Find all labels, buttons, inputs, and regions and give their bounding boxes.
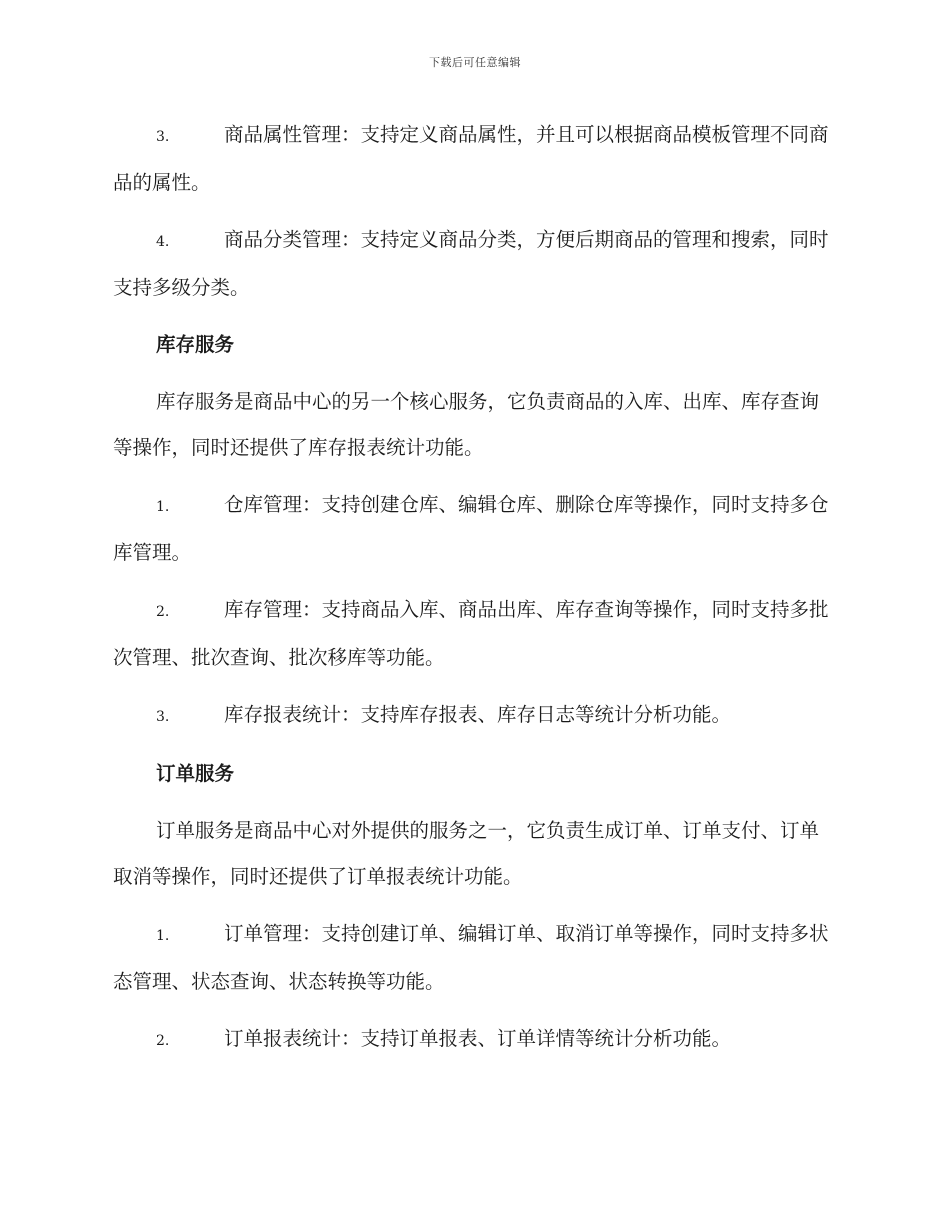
- section-heading-inventory: 库存服务: [156, 333, 235, 356]
- list-item-text: 库存管理：支持商品入库、商品出库、库存查询等操作，同时支持多批次管理、批次查询、批次移库等功能。: [113, 598, 829, 669]
- list-item-number: 3.: [156, 129, 170, 145]
- list-item-text: 订单报表统计：支持订单报表、订单详情等统计分析功能。: [224, 1027, 732, 1050]
- section-intro-inventory: 库存服务是商品中心的另一个核心服务，它负责商品的入库、出库、库存查询等操作，同时还提供了库存报表统计功能。: [113, 390, 820, 459]
- list-item-text: 商品属性管理：支持定义商品属性，并且可以根据商品模板管理不同商品的属性。: [113, 123, 829, 194]
- list-item-number: 4.: [156, 234, 170, 250]
- list-item: [113, 587, 835, 681]
- list-item-text: 商品分类管理：支持定义商品分类，方便后期商品的管理和搜索，同时支持多级分类。: [113, 228, 829, 299]
- document-body: [113, 112, 835, 1075]
- list-item-text: 仓库管理：支持创建仓库、编辑仓库、删除仓库等操作，同时支持多仓库管理。: [113, 493, 829, 564]
- list-item-number: 2.: [156, 1033, 170, 1049]
- list-item-text: 订单管理：支持创建订单、编辑订单、取消订单等操作，同时支持多状态管理、状态查询、状态转换等功能。: [113, 922, 829, 993]
- list-item-number: 2.: [156, 604, 170, 620]
- list-item: [113, 911, 835, 1005]
- list-item-number: 1.: [156, 499, 170, 515]
- list-item-number: 1.: [156, 928, 170, 944]
- list-item: [113, 482, 835, 576]
- section-heading-order: 订单服务: [156, 762, 235, 785]
- list-item-text: 库存报表统计：支持库存报表、库存日志等统计分析功能。: [224, 703, 732, 726]
- list-item: [113, 217, 835, 311]
- list-item: [113, 692, 835, 740]
- list-item-number: 3.: [156, 709, 170, 725]
- page-header: 下载后可任意编辑: [429, 56, 521, 69]
- list-item: [113, 1016, 835, 1064]
- list-item: [113, 112, 835, 206]
- section-intro-order: 订单服务是商品中心对外提供的服务之一，它负责生成订单、订单支付、订单取消等操作，同时还提供了订单报表统计功能。: [113, 819, 820, 888]
